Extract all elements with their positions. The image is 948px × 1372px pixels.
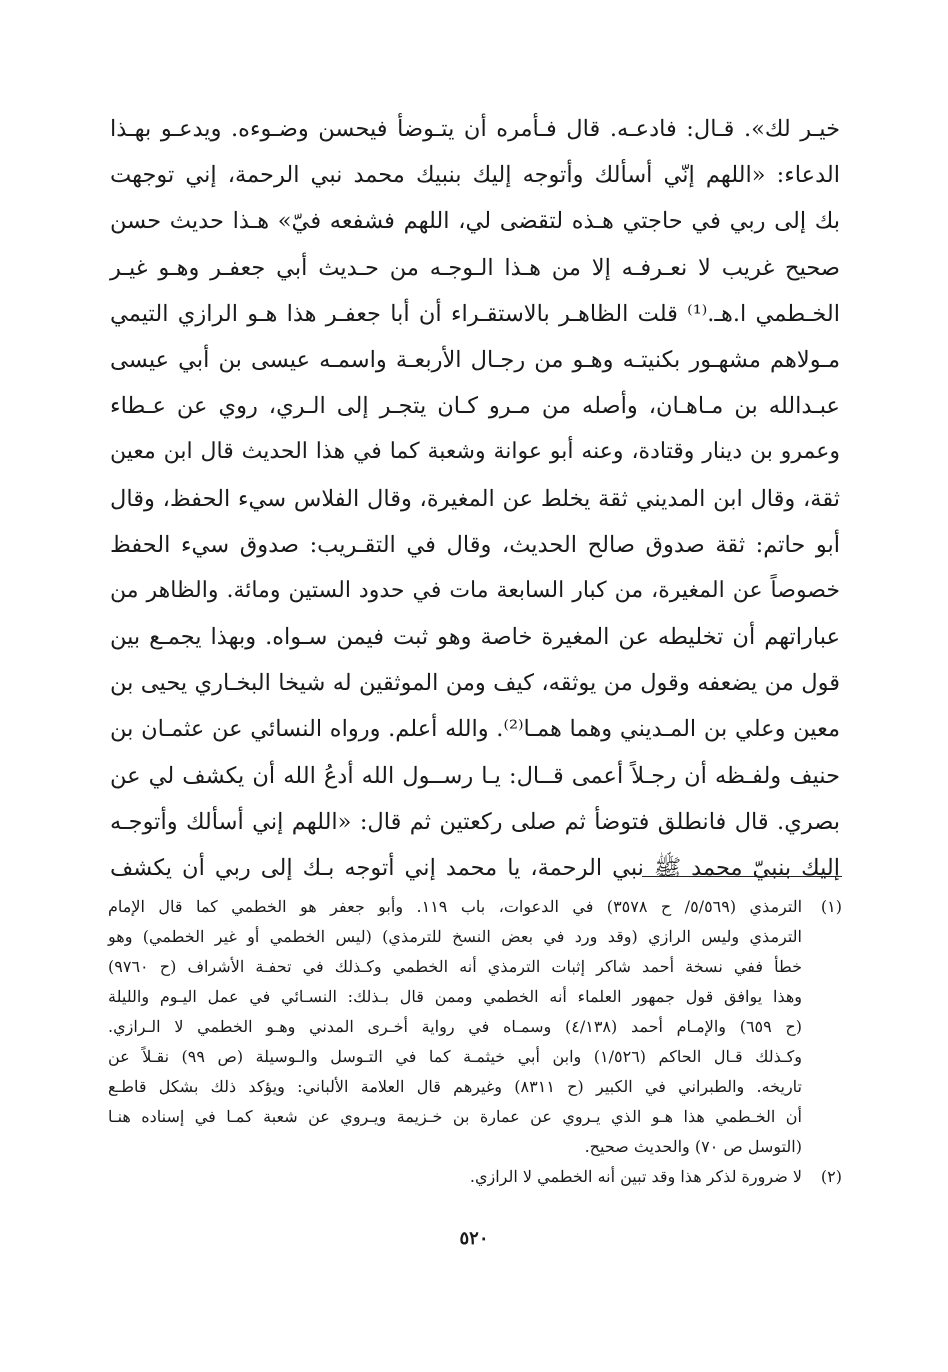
text-line: عباراتهم أن تخليطه عن المغيرة خاصة وهو ثبت فيمن سـواه. وبهذا يجمـع بين — [110, 624, 840, 651]
footnote-line: الترمذي وليس الرازي (وقد ورد في بعض النسخ للترمذي) (ليس الخطمي أو غير الخطمي) وهو — [108, 927, 802, 946]
text-line: عبـدالله بن مـاهـان، وأصله من مـرو كـان يتجـر إلى الـري، روي عن عـطاء — [110, 393, 840, 420]
footnote-number: (٢) — [820, 1167, 842, 1186]
footnote-line: (ح ٦٥٩) والإمـام أحمد (٤/١٣٨) وسمـاه في رواية أخـرى المدني وهـو الخطمي لا الـرازي. — [108, 1017, 802, 1036]
footnote-line: لا ضرورة لذكر هذا وقد تبين أنه الخطمي لا الرازي. — [469, 1167, 802, 1186]
footnote-line: خطأ ففي نسخة أحمد شاكر إثبات الترمذي أنه الخطمي وكـذلك في تحفـة الأشراف (ح ٩٧٦٠) — [108, 957, 802, 976]
text-line: وعمرو بن دينار وقتادة، وعنه أبو عوانة وشعبة كما في هذا الحديث قال ابن معين — [110, 439, 840, 465]
text-line: خصوصاً عن المغيرة، من كبار السابعة مات في حدود الستين ومائة. والظاهر من — [110, 577, 840, 603]
text-line: مـولاهم مشهـور بكنيتـه وهـو من رجـال الأربعـة واسمـه عيسى بن أبي عيسى — [110, 346, 840, 373]
footnote-divider — [642, 876, 842, 877]
text-line: بك إلى ربي في حاجتي هـذه لتقضى لي، اللهم فشفعه فيّ» هـذا حديث حسن — [110, 208, 840, 235]
footnote-1 — [108, 892, 842, 1162]
text-line: إليك بنبيّ محمد ﷺ نبي الرحمة، يا محمد إني أتوجه بـك إلى ربي أن يكشف — [110, 855, 840, 881]
text-line: الدعاء: «اللهم إنّي أسألك وأتوجه إليك بنبيك محمد نبي الرحمة، إني توجهت — [110, 162, 840, 189]
footnote-line: وكـذلك قـال الحاكم (١/٥٢٦) وابن أبي خيثمـة كما في التـوسل والـوسيلة (ص ٩٩) نقـلاً عن — [108, 1047, 803, 1066]
text-line: ثقة، وقال ابن المديني ثقة يخلط عن المغيرة، وقال الفلاس سيء الحفظ، وقال — [110, 485, 840, 512]
text-line: معين وعلي بن المـديني وهما همـا⁽²⁾. والله أعلم. ورواه النسائي عن عثمـان بن — [110, 716, 840, 743]
text-line: بصري. قال فانطلق فتوضأ ثم صلى ركعتين ثم قال: «اللهم إني أسألك وأتوجـه — [110, 808, 840, 835]
main-text-block — [110, 106, 840, 891]
footnote-line: تاريخه. والطبراني في الكبير (ح ٨٣١١) وغيرهم قال العلامة الألباني: ويؤكد ذلك بشكل قاطـع — [108, 1077, 803, 1096]
text-line: خيـر لك». قـال: فادعـه. قال فـأمره أن يتـوضأ فيحسن وضـوءه. ويدعـو بهـذا — [110, 116, 840, 142]
text-line: الخـطمي ا.هـ.⁽¹⁾ قلت الظاهـر بالاستقـراء أن أبا جعفـر هذا هـو الرازي التيمي — [110, 300, 840, 327]
footnote-2 — [108, 1162, 842, 1192]
footnote-line: (التوسل ص ٧٠) والحديث صحيح. — [584, 1137, 802, 1156]
footnote-line: أن الخـطمي هذا هـو الذي يـروي عن عمارة بن خـزيمة ويـروي عن شعبة كمـا في إسناده هنـا — [108, 1107, 802, 1126]
text-line: صحيح غريب لا نعـرفـه إلا من هـذا الـوجـه من حـديث أبي جعفـر وهـو غيـر — [110, 254, 840, 281]
text-line: أبو حاتم: ثقة صدوق صالح الحديث، وقال في التقـريب: صدوق سيء الحفظ — [110, 531, 840, 558]
footnotes-block — [108, 892, 842, 1192]
text-line: قول من يضعفه وقول من يوثقه، كيف ومن الموثقين له شيخا البخـاري يحيى بن — [110, 670, 840, 697]
footnote-number: (١) — [820, 897, 842, 916]
page-number: ٥٢٠ — [459, 1228, 489, 1249]
footnote-line: وهذا يوافق قول جمهور العلماء أنه الخطمي وممن قال بـذلك: النسـائي في عمل اليـوم والليلة — [108, 987, 802, 1006]
text-line: حنيف ولفـظه أن رجـلاً أعمى قــال: يـا رســول الله أدعُ الله أن يكشف لي عن — [110, 762, 840, 789]
footnote-line: الترمذي (٥/٥٦٩/ ح ٣٥٧٨) في الدعوات، باب ١١٩. وأبو جعفر هو الخطمي كما قال الإمام — [108, 897, 803, 916]
